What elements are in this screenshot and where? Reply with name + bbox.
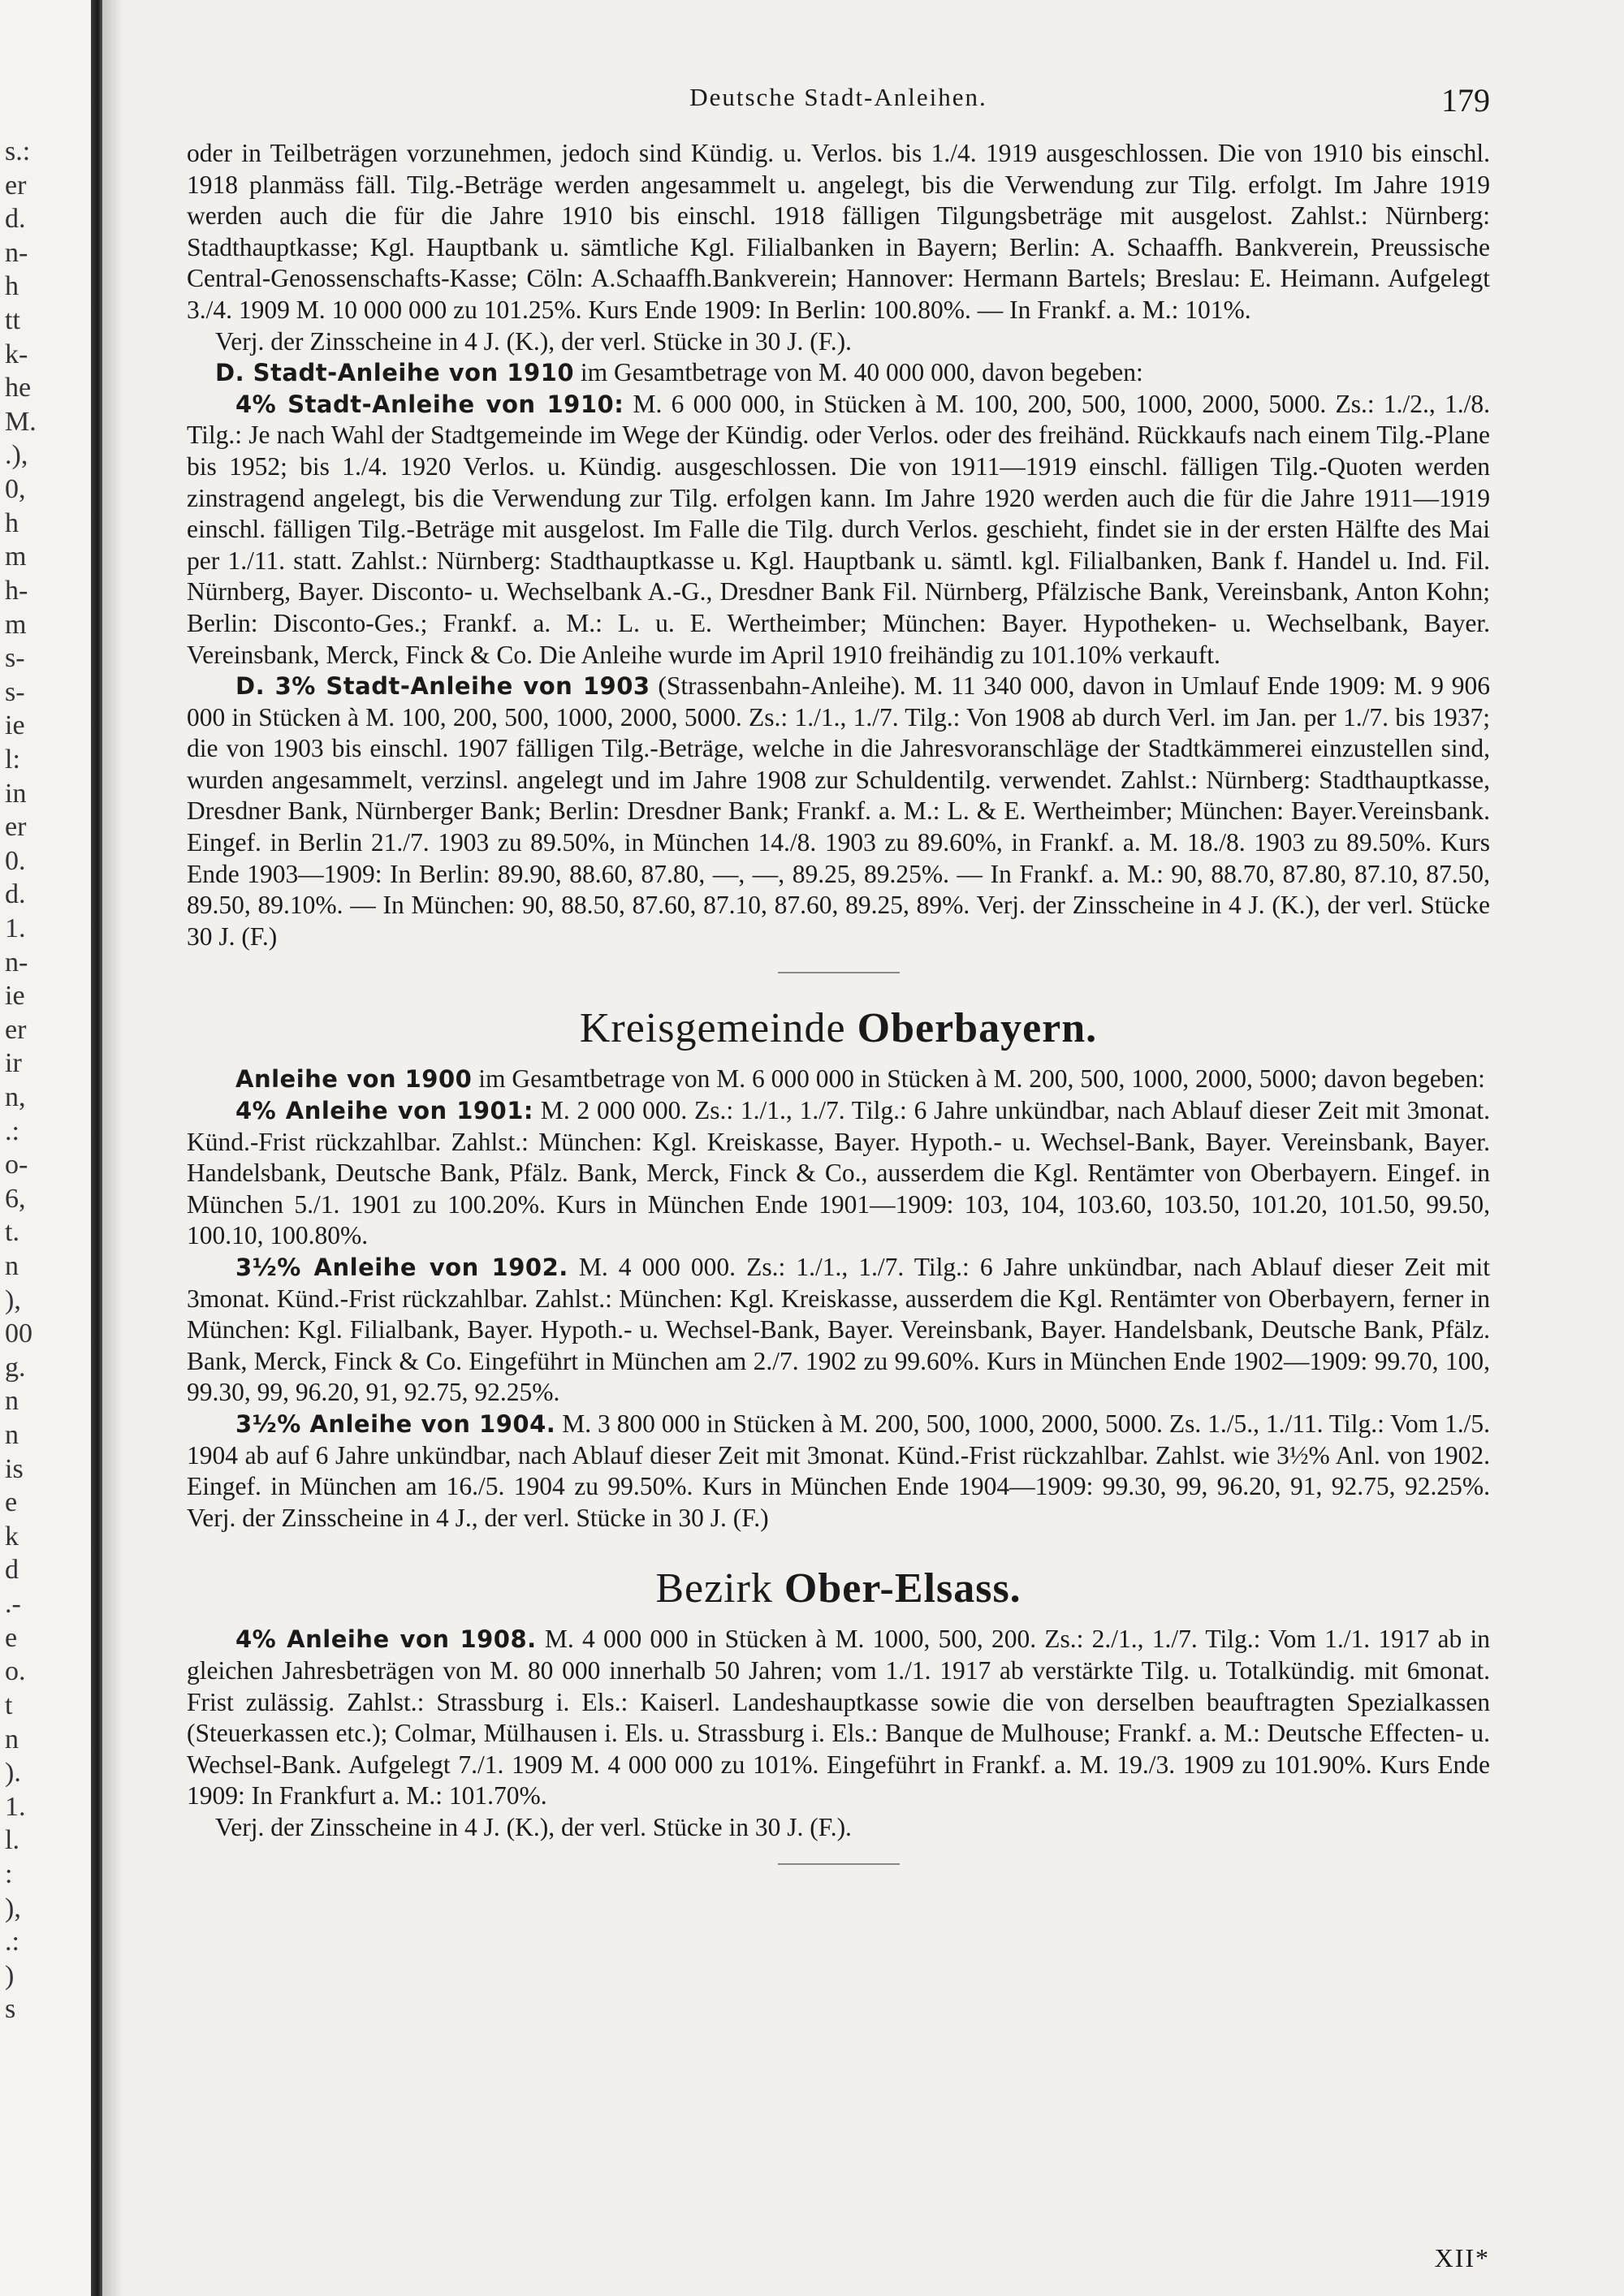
gutter-shadow [102,0,123,2296]
divider [778,972,900,973]
margin-fragment: d [5,1555,19,1585]
loan-text: M. 4 000 000. Zs.: 1./1., 1./7. Tilg.: 6 Jahre unkündbar, nach Ablauf dieser Zeit mit 3monat. Künd.-Frist rückzahlbar. Zahlst.: München: Kgl. Kreiskasse, ausserdem die Kgl. Rentämter von Oberbayern, ferner in München: Kgl. Filialbank, Bayer. Hypoth.- u. Wechsel-Bank, Bayer. Vereinsbank, Bayer. Handelsbank, Deutsche Bank, Pfälz. Bank, Merck, Finck & Co. Eingeführt in München am 2./7. 1902 zu 99.60%. Kurs in München Ende 1902—1909: 99.70, 100, 99.30, 99, 96.20, 91, 92.75, 92.25%. [187,1253,1490,1407]
margin-fragment: h [5,508,19,538]
page-number: 179 [1441,82,1490,119]
margin-fragment: s- [5,677,25,707]
margin-fragment: n [5,1386,19,1416]
section-heading [187,1564,1490,1612]
loan-title: 4% Anleihe von 1908. [235,1625,537,1654]
margin-fragment: 0. [5,846,26,876]
section-kreisgemeinde-oberbayern [187,1004,1490,1534]
paragraph: oder in Teilbeträgen vorzunehmen, jedoch sind Kündig. u. Verlos. bis 1./4. 1919 ausgeschlossen. Die von 1910 bis einschl. 1918 planmäss fäll. Tilg.-Beträge werden angesammelt u. angelegt, bis die Verwendung zur Tilg. erfolgt. Im Jahre 1919 werden auch die für die Jahre 1910 bis einschl. 1918 fälligen Tilgungsbeträge mit ausgelost. Zahlst.: Nürnberg: Stadthauptkasse; Kgl. Hauptbank u. sämtliche Kgl. Filialbanken in Bayern; Berlin: A. Schaaffh. Bankverein, Preussische Central-Genossenschafts-Kasse; Cöln: A.Schaaffh.Bankverein; Hannover: Hermann Bartels; Breslau: E. Heimann. Aufgelegt 3./4. 1909 M. 10 000 000 zu 101.25%. Kurs Ende 1909: In Berlin: 100.80%. — In Frankf. a. M.: 101%. [187,139,1490,324]
margin-fragment: n- [5,947,28,978]
heading-light: Bezirk [655,1565,784,1612]
margin-fragment: m [5,610,27,640]
margin-fragment: .: [5,1927,19,1957]
margin-fragment: k- [5,339,28,369]
margin-fragment: ), [5,1893,21,1923]
margin-fragment: M. [5,407,37,437]
margin-fragment: tt [5,305,20,335]
margin-fragment: ) [5,1961,15,1991]
loan-entry [187,1624,1490,1812]
margin-fragment: h- [5,576,28,606]
margin-fragment: 00 [5,1318,32,1349]
loan-entry [187,1252,1490,1409]
margin-fragment: s.: [5,136,31,166]
margin-fragment: d. [5,879,26,909]
loan-text: M. 3 800 000 in Stücken à M. 200, 500, 1000, 2000, 5000. Zs. 1./5., 1./11. Tilg.: Vom 1./5. 1904 ab auf 6 Jahre unkündbar, nach Ablauf dieser Zeit mit 3monat. Künd.-Frist rückzahlbar. Zahlst. wie 3½% Anl. von 1902. Eingef. in München am 16./5. 1904 zu 99.50%. Kurs in München Ende 1904—1909: 99.30, 99, 96.20, 91, 92.75, 92.25%. Verj. der Zinsscheine in 4 J., der verl. Stücke in 30 J. (F.) [187,1409,1490,1532]
margin-fragment: .: [5,1116,19,1146]
margin-fragment: e [5,1623,18,1653]
margin-fragment: 1. [5,913,26,943]
margin-fragment: n [5,1420,19,1450]
margin-fragment: e [5,1487,18,1517]
margin-fragment: l: [5,744,20,775]
loan-text: im Gesamtbetrage von M. 6 000 000 in Stücken à M. 200, 500, 1000, 2000, 5000; davon begeben: [472,1064,1485,1094]
margin-fragment: .- [5,1589,21,1619]
margin-fragment: h [5,271,19,301]
loan-text: M. 2 000 000. Zs.: 1./1., 1./7. Tilg.: 6 Jahre unkündbar, nach Ablauf dieser Zeit mit 3monat. Künd.-Frist rückzahlbar. Zahlst.: München: Kgl. Kreiskasse, Bayer. Hypoth.- u. Wechsel-Bank, Bayer. Vereinsbank, Bayer. Handelsbank, Deutsche Bank, Pfälz. Bank, Merck, Finck & Co., ausserdem die Kgl. Rentämter von Oberbayern. Eingef. in München 5./1. 1901 zu 100.20%. Kurs in München Ende 1901—1909: 103, 104, 103.60, 103.50, 101.20, 101.50, 99.50, 100.10, 100.80%. [187,1096,1490,1250]
margin-fragment: t [5,1690,13,1720]
loan-entry [187,671,1490,952]
margin-fragment: m [5,542,27,572]
margin-fragment: 1. [5,1792,26,1822]
previous-page-margin [0,0,91,2296]
running-title: Deutsche Stadt-Anleihen. [689,83,987,111]
margin-fragment: ), [5,1285,21,1315]
margin-fragment: s [5,1994,16,2024]
loan-entry [187,389,1490,671]
margin-fragment: o. [5,1656,26,1686]
margin-fragment: er [5,812,27,842]
loan-title: 3½% Anleihe von 1904. [235,1409,556,1438]
paragraph: Verj. der Zinsscheine in 4 J. (K.), der verl. Stücke in 30 J. (F.). [215,326,852,356]
loan-title: 4% Anleihe von 1901: [235,1097,534,1125]
loan-entry [187,1064,1490,1095]
section-heading [187,1004,1490,1052]
running-head [187,81,1490,138]
margin-fragment: er [5,1015,27,1045]
heading-light: Kreisgemeinde [579,1005,857,1052]
book-gutter [91,0,102,2296]
margin-fragment: l. [5,1825,19,1855]
margin-fragment: in [5,779,27,809]
margin-fragment: n, [5,1082,26,1112]
loan-entry [187,357,1490,389]
loan-title: 4% Stadt-Anleihe von 1910: [235,390,624,418]
loan-entry [187,1409,1490,1534]
sheet-mark: XII* [1434,2243,1490,2272]
loan-title: D. Stadt-Anleihe von 1910 [215,359,574,387]
loan-text: M. 4 000 000 in Stücken à M. 1000, 500, 200. Zs.: 2./1., 1./7. Tilg.: Vom 1./1. 1917 ab in gleichen Jahresbeträgen von M. 80 000 innerhalb 50 Jahren; vom 1./1. 1917 ab verstärkte Tilg. u. Totalkündig. mit 6monat. Frist zulässig. Zahlst.: Strassburg i. Els.: Kaiserl. Landeshauptkasse sowie die von derselben beauftragten Spezialkassen (Steuerkassen etc.); Colmar, Mülhausen i. Els. u. Strassburg i. Els.: Banque de Mulhouse; Frankf. a. M.: Deutsche Effecten- u. Wechsel-Bank. Aufgelegt 7./1. 1909 M. 4 000 000 zu 101%. Eingeführt in Frankf. a. M. 19./3. 1909 zu 101.90%. Kurs Ende 1909: In Frankfurt a. M.: 101.70%. [187,1625,1490,1810]
margin-fragment: ir [5,1048,22,1078]
margin-fragment: d. [5,204,26,234]
margin-fragment: t. [5,1217,19,1247]
margin-fragment: g. [5,1353,26,1383]
divider [778,1863,900,1865]
section-bezirk-ober-elsass [187,1564,1490,1864]
margin-fragment: is [5,1454,24,1484]
margin-fragment: s- [5,643,25,673]
margin-fragment: er [5,170,27,201]
loan-text: im Gesamtbetrage von M. 40 000 000, davon begeben: [574,358,1143,387]
margin-fragment: ). [5,1758,21,1788]
margin-fragment: .), [5,440,28,470]
margin-fragment: k [5,1521,19,1552]
margin-fragment: 6, [5,1184,26,1214]
margin-fragment: he [5,373,32,403]
loan-title: Anleihe von 1900 [235,1065,473,1094]
margin-fragment: 0, [5,474,26,504]
margin-fragment: ie [5,981,25,1011]
margin-fragment: n [5,1251,19,1281]
paragraph: Verj. der Zinsscheine in 4 J. (K.), der verl. Stücke in 30 J. (F.). [215,1812,852,1841]
margin-fragment: n- [5,238,28,268]
loan-title: 3½% Anleihe von 1902. [235,1254,568,1281]
loan-title: D. 3% Stadt-Anleihe von 1903 [235,672,650,701]
heading-bold: Ober-Elsass. [784,1565,1021,1612]
page [187,81,1490,2273]
margin-fragment: : [5,1859,13,1889]
loan-text: M. 6 000 000, in Stücken à M. 100, 200, 500, 1000, 2000, 5000. Zs.: 1./2., 1./8. Tilg.: Je nach Wahl der Stadtgemeinde im Wege der Kündig. oder Verlos. oder des freihänd. Rückkaufs nach einem Tilg.-Plane bis 1952; bis 1./4. 1920 Verlos. u. Kündig. ausgeschlossen. Die von 1911—1919 einschl. fälligen Tilg.-Quoten werden zinstragend angelegt, bis die Verwendung zur Tilg. erfolgen kann. Im Jahre 1920 werden auch die für die Jahre 1911—1919 einschl. fälligen Tilg.-Beträge mit ausgelost. Im Falle die Tilg. durch Verlos. geschieht, findet sie in der ersten Hälfte des Mai per 1./11. statt. Zahlst.: Nürnberg: Stadthauptkasse u. Kgl. Hauptbank u. sämtl. kgl. Filialbanken, Bank f. Handel u. Ind. Fil. Nürnberg, Bayer. Disconto- u. Wechselbank A.-G., Dresdner Bank Fil. Nürnberg, Pfälzische Bank, Vereinsbank, Anton Kohn; Berlin: Disconto-Ges.; Frankf. a. M.: L. u. E. Wertheimber; München: Bayer. Hypotheken- u. Wechselbank, Bayer. Vereinsbank, Merck, Finck & Co. Die Anleihe wurde im April 1910 freihändig zu 101.10% verkauft. [187,389,1490,669]
margin-fragment: o- [5,1150,28,1180]
loan-text: (Strassenbahn-Anleihe). M. 11 340 000, davon in Umlauf Ende 1909: M. 9 906 000 in Stücken à M. 100, 200, 500, 1000, 2000, 5000. Zs.: 1./1., 1./7. Tilg.: Von 1908 ab durch Verl. im Jan. per 1./7. bis 1937; die von 1903 bis einschl. 1907 fälligen Tilg.-Beträge, welche in die Jahresvoranschläge der Stadtkämmerei einzustellen sind, wurden angesammelt, verzinsl. angelegt und im Jahre 1908 zur Schuldentilg. verwendet. Zahlst.: Nürnberg: Stadthauptkasse, Dresdner Bank, Nürnberger Bank; Berlin: Dresdner Bank; Frankf. a. M.: L. & E. Wertheimber; München: Bayer.Vereinsbank. Eingef. in Berlin 21./7. 1903 zu 89.50%, in München 14./8. 1903 zu 89.60%, in Frankf. a. M. 18./8. 1903 zu 89.50%. Kurs Ende 1903—1909: In Berlin: 89.90, 88.60, 87.80, —, —, 89.25, 89.25%. — In Frankf. a. M.: 90, 88.70, 87.80, 87.10, 87.50, 89.50, 89.10%. — In München: 90, 88.50, 87.60, 87.10, 87.60, 89.25, 89%. Verj. der Zinsscheine in 4 J. (K.), der verl. Stücke 30 J. (F.) [187,671,1490,951]
loan-entry [187,1095,1490,1252]
margin-fragment: n [5,1724,19,1754]
margin-fragment: ie [5,710,25,740]
section-stadt-anleihen [187,138,1490,973]
heading-bold: Oberbayern. [857,1005,1098,1052]
